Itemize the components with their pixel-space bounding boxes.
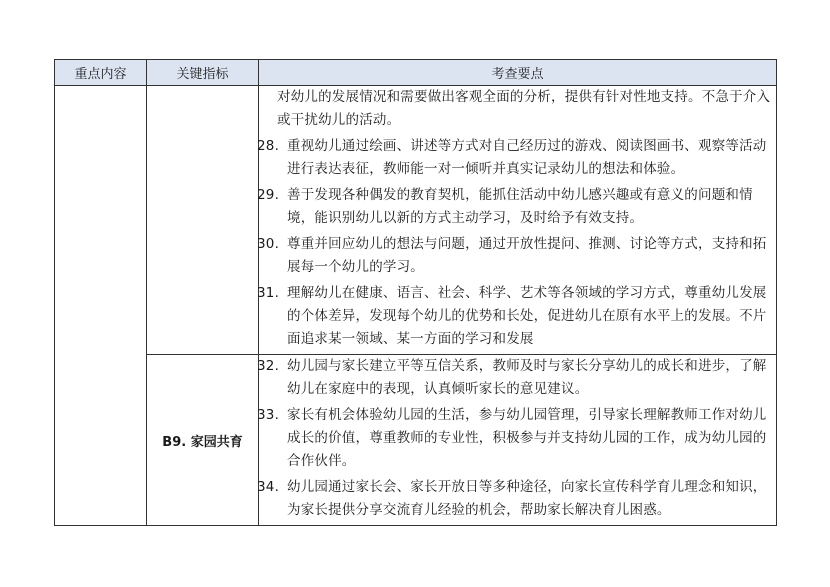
focus-cell — [55, 86, 147, 526]
item-text: 家长有机会体验幼儿园的生活，参与幼儿园管理，引导家长理解教师工作对幼儿成长的价值，尊重教师的专业性，积极参与并支持幼儿园的工作，成为幼儿园的合作伙伴。 — [287, 407, 767, 469]
table-row — [55, 355, 777, 526]
item-text: 善于发现各种偶发的教育契机，能抓住活动中幼儿感兴趣或有意义的问题和情境，能识别幼儿以新的方式主动学习，及时给予有效支持。 — [287, 187, 753, 226]
list-item — [259, 476, 776, 522]
indicator-cell — [147, 86, 259, 355]
list-item — [259, 233, 776, 279]
list-item — [259, 355, 776, 401]
item-number: 32. — [257, 358, 280, 374]
item-number: 33. — [257, 407, 280, 423]
item-text: 理解幼儿在健康、语言、社会、科学、艺术等各领域的学习方式，尊重幼儿发展的个体差异，发现每个幼儿的优势和长处，促进幼儿在原有水平上的发展。不片面追求某一领域、某一方面的学习和发展 — [287, 285, 767, 347]
list-item — [259, 184, 776, 230]
header-focus: 重点内容 — [55, 60, 147, 86]
item-text: 重视幼儿通过绘画、讲述等方式对自己经历过的游戏、阅读图画书、观察等活动进行表达表征，教师能一对一倾听并真实记录幼儿的想法和体验。 — [287, 138, 767, 177]
table-header-row — [55, 60, 777, 86]
header-indicator: 关键指标 — [147, 60, 259, 86]
item-number: 31. — [257, 285, 280, 301]
points-cell — [259, 86, 777, 355]
item-text: 幼儿园通过家长会、家长开放日等多种途径，向家长宣传科学育儿理念和知识，为家长提供分享交流育儿经验的机会，帮助家长解决育儿困惑。 — [287, 479, 767, 518]
table-row — [55, 86, 777, 355]
item-text: 对幼儿的发展情况和需要做出客观全面的分析，提供有针对性地支持。不急于介入或干扰幼儿的活动。 — [277, 89, 771, 128]
header-points: 考查要点 — [259, 60, 777, 86]
indicator-table — [54, 59, 777, 526]
item-number: 30. — [257, 236, 280, 252]
list-item — [259, 135, 776, 181]
item-text: 幼儿园与家长建立平等互信关系，教师及时与家长分享幼儿的成长和进步，了解幼儿在家庭中的表现，认真倾听家长的意见建议。 — [287, 358, 767, 397]
item-number: 28. — [257, 138, 280, 154]
item-text: 尊重并回应幼儿的想法与问题，通过开放性提问、推测、讨论等方式，支持和拓展每一个幼儿的学习。 — [287, 236, 767, 275]
points-cell — [259, 355, 777, 526]
item-number: 34. — [257, 479, 280, 495]
indicator-cell: B9. 家园共育 — [147, 355, 259, 526]
list-item — [259, 282, 776, 351]
list-item — [259, 404, 776, 473]
list-item — [259, 86, 776, 132]
item-number: 29. — [257, 187, 280, 203]
